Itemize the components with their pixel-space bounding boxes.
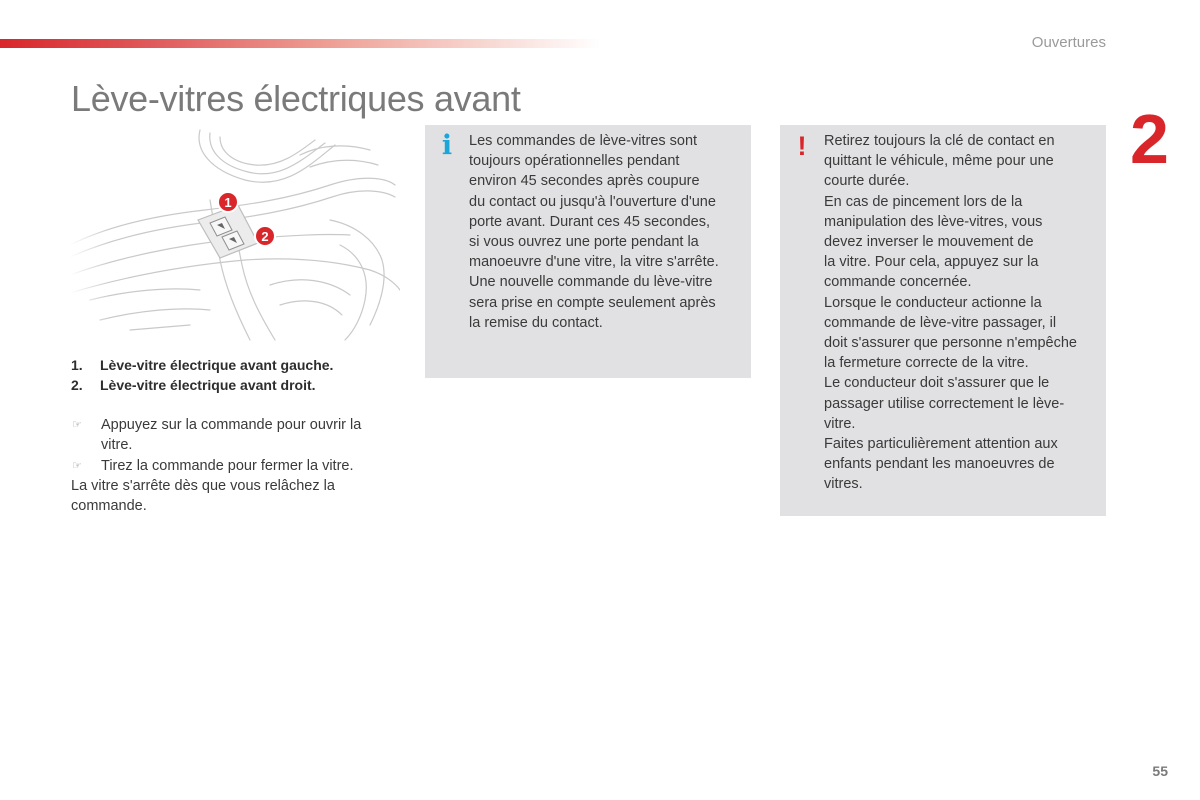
warning-note (780, 125, 1106, 516)
note-line: courte durée. (824, 173, 910, 190)
pointing-hand-icon: ☞ (72, 419, 82, 431)
instruction-bullet (71, 415, 386, 456)
note-line: En cas de pincement lors de la (824, 193, 1023, 210)
note-line: porte avant. Durant ces 45 secondes, (469, 213, 711, 230)
legend-item (71, 355, 391, 375)
warning-icon: ! (797, 131, 807, 161)
instruction-text: Tirez la commande pour fermer la vitre. (101, 457, 354, 474)
note-line: la fermeture correcte de la vitre. (824, 355, 1029, 372)
note-line: manoeuvre d'une vitre, la vitre s'arrête. (469, 254, 719, 271)
instruction-bullet (71, 456, 386, 476)
note-line: si vous ouvrez une porte pendant la (469, 234, 699, 251)
instruction-text: Appuyez sur la commande pour ouvrir la vitre. (101, 417, 362, 454)
warning-note-text (824, 131, 1096, 495)
chapter-number: 2 (1130, 100, 1169, 178)
page-title: Lève-vitres électriques avant (71, 78, 521, 119)
header-accent-bar (0, 39, 600, 48)
info-note-text (469, 131, 741, 333)
pointing-hand-icon: ☞ (72, 459, 82, 472)
note-line: Une nouvelle commande du lève-vitre (469, 274, 713, 291)
instructions (71, 415, 386, 516)
note-line: Les commandes de lève-vitres sont (469, 133, 698, 149)
note-line: toujours opérationnelles pendant (469, 153, 680, 170)
note-line: sera prise en compte seulement après (469, 294, 716, 311)
note-line: vitres. (824, 476, 863, 493)
instruction-paragraph: La vitre s'arrête dès que vous relâchez la commande. (71, 477, 335, 515)
section-name: Ouvertures (1031, 34, 1106, 51)
note-line: Retirez toujours la clé de contact en (824, 133, 1055, 149)
note-line: commande concernée. (824, 274, 972, 291)
info-icon: i (441, 130, 453, 161)
note-line: Lorsque le conducteur actionne la (824, 294, 1042, 311)
note-line: vitre. (824, 415, 856, 432)
note-line: enfants pendant les manoeuvres de (824, 456, 1055, 473)
legend-item (71, 375, 391, 395)
door-window-switch-illustration (70, 125, 400, 345)
legend-text: Lève-vitre électrique avant droit. (100, 377, 316, 393)
note-line: manipulation des lève-vitres, vous (824, 213, 1043, 230)
note-line: la remise du contact. (469, 314, 603, 331)
legend-number: 2. (71, 377, 83, 393)
note-line: Faites particulièrement attention aux (824, 436, 1058, 453)
note-line: quittant le véhicule, même pour une (824, 153, 1054, 170)
page-number: 55 (1152, 763, 1168, 779)
note-line: environ 45 secondes après coupure (469, 173, 700, 190)
figure-legend (71, 355, 391, 395)
note-line: Le conducteur doit s'assurer que le (824, 375, 1050, 392)
legend-text: Lève-vitre électrique avant gauche. (100, 357, 334, 373)
note-line: du contact ou jusqu'à l'ouverture d'une (469, 193, 716, 210)
legend-number: 1. (71, 357, 83, 373)
note-line: la vitre. Pour cela, appuyez sur la (824, 254, 1039, 271)
note-line: doit s'assurer que personne n'empêche (824, 335, 1077, 352)
note-line: passager utilise correctement le lève- (824, 395, 1065, 412)
note-line: commande de lève-vitre passager, il (824, 314, 1057, 331)
note-line: devez inverser le mouvement de (824, 234, 1034, 251)
info-note (425, 125, 751, 378)
